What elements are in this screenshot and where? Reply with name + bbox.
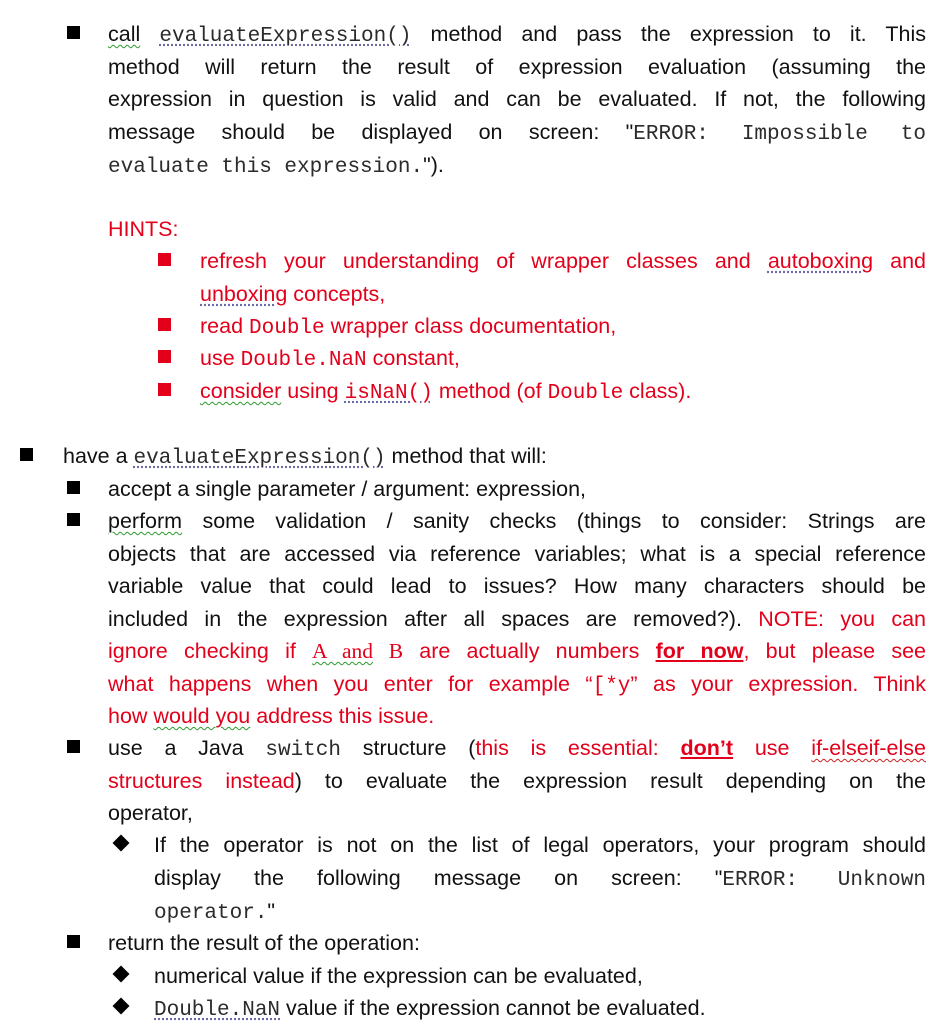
- perform-line-6: what happens when you enter for example “[*y” as your expression. Think: [108, 672, 926, 698]
- accept-line: accept a single parameter / argument: expression,: [108, 477, 587, 501]
- switch-sub-line-3: operator.": [154, 899, 276, 925]
- call-line-5: evaluate this expression.").: [108, 153, 444, 179]
- perform-line-1: perform some validation / sanity checks (things to consider: Strings are: [108, 509, 926, 533]
- hint-bullet-icon: [158, 350, 171, 363]
- bullet-diamond-icon: [113, 998, 130, 1015]
- switch-sub-line-2: display the following message on screen: "ERROR: Unknown: [154, 866, 926, 892]
- bullet-square-icon: [67, 26, 80, 39]
- hint-bullet-icon: [158, 383, 171, 396]
- hints-title: HINTS:: [108, 217, 179, 241]
- return-line-1: return the result of the operation:: [108, 931, 420, 955]
- bullet-square-icon: [67, 513, 80, 526]
- call-line-2: method will return the result of expression evaluation (assuming the: [108, 55, 926, 79]
- bullet-square-icon: [67, 481, 80, 494]
- call-line-4: message should be displayed on screen: "ERROR: Impossible to: [108, 120, 926, 146]
- hint-1-line-1: refresh your understanding of wrapper classes and autoboxing and: [200, 249, 926, 273]
- call-line-3: expression in question is valid and can be evaluated. If not, the following: [108, 87, 926, 111]
- perform-line-4: included in the expression after all spaces are removed?). NOTE: you can: [108, 607, 927, 631]
- hint-bullet-icon: [158, 253, 171, 266]
- switch-line-2: structures instead) to evaluate the expression result depending on the: [108, 769, 926, 793]
- method-line-1: have a evaluateExpression() method that will:: [63, 444, 547, 470]
- hint-1-line-2: unboxing concepts,: [200, 282, 386, 306]
- bullet-square-icon: [20, 448, 33, 461]
- perform-line-3: variable value that could lead to issues? How many characters should be: [108, 574, 926, 598]
- perform-line-2: objects that are accessed via reference variables; what is a special reference: [108, 542, 926, 566]
- perform-line-7: how would you address this issue.: [108, 704, 435, 728]
- bullet-diamond-icon: [113, 835, 130, 852]
- switch-sub-line-1: If the operator is not on the list of legal operators, your program should: [154, 833, 926, 857]
- hint-4: consider using isNaN() method (of Double class).: [200, 379, 692, 405]
- switch-line-1: use a Java switch structure (this is essential: don’t use if-elseif-else: [108, 736, 926, 762]
- perform-line-5: ignore checking if A and B are actually numbers for now, but please see: [108, 639, 926, 663]
- hint-3: use Double.NaN constant,: [200, 346, 460, 372]
- return-sub-1: numerical value if the expression can be evaluated,: [154, 964, 643, 988]
- bullet-square-icon: [67, 740, 80, 753]
- bullet-diamond-icon: [113, 966, 130, 983]
- bullet-square-icon: [67, 935, 80, 948]
- hint-bullet-icon: [158, 318, 171, 331]
- return-sub-2: Double.NaN value if the expression cannot be evaluated.: [154, 996, 706, 1022]
- hint-2: read Double wrapper class documentation,: [200, 314, 617, 340]
- call-line-1: call evaluateExpression() method and pass the expression to it. This: [108, 22, 926, 48]
- switch-line-3: operator,: [108, 801, 193, 825]
